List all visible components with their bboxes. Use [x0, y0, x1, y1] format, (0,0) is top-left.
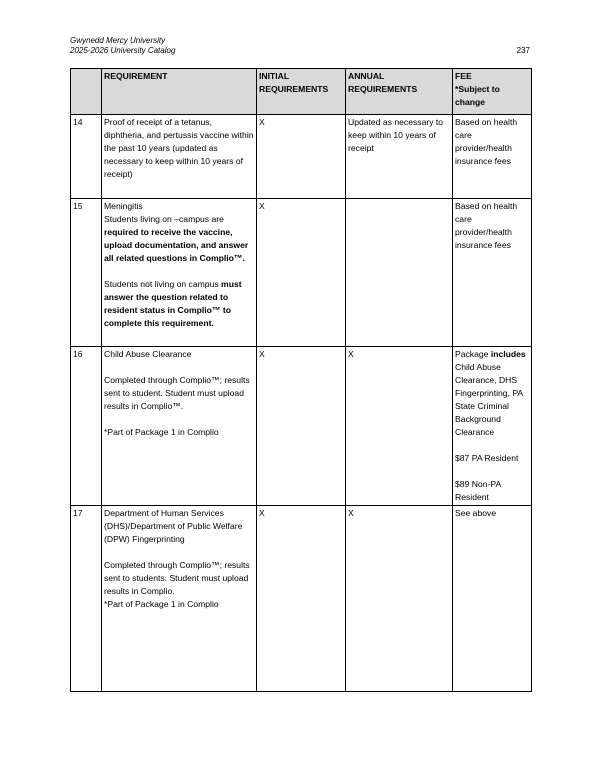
annual-mark: X	[346, 347, 453, 506]
paragraph-gap	[104, 361, 254, 374]
requirement-emphasis: must answer the question related to resident status in Complio™ to complete this requirement.	[104, 279, 242, 328]
fee-emphasis: includes	[490, 349, 526, 359]
page-number: 237	[516, 46, 530, 55]
requirement-title: Department of Human Services (DHS)/Department of Public Welfare (DPW) Fingerprinting	[104, 508, 245, 544]
requirements-table	[70, 68, 532, 692]
paragraph-gap	[455, 439, 529, 452]
row-number: 14	[71, 115, 102, 199]
fee-header-title: FEE	[455, 71, 472, 81]
paragraph-gap	[104, 546, 254, 559]
requirement-title: Meningitis	[104, 201, 143, 211]
fee-text: Based on health care provider/health insurance fees	[453, 115, 532, 199]
paragraph-gap	[455, 465, 529, 478]
requirement-text: Proof of receipt of a tetanus, diphtheria, and pertussis vaccine within the past 10 years (updated as necessary to keep within 10 years of receipt)	[102, 115, 257, 199]
requirement-title: Child Abuse Clearance	[104, 349, 192, 359]
annual-mark: X	[346, 506, 453, 692]
initial-mark: X	[257, 115, 346, 199]
fee-cell	[453, 347, 532, 506]
fee-text: Based on health care provider/health insurance fees	[453, 199, 532, 347]
col-header-number	[71, 69, 102, 115]
requirement-emphasis: required to receive the vaccine, upload documentation, and answer all related questions in Complio™.	[104, 227, 249, 263]
col-header-annual: ANNUAL REQUIREMENTS	[346, 69, 453, 115]
paragraph-gap	[104, 413, 254, 426]
requirement-note: *Part of Package 1 in Complio	[104, 599, 219, 609]
requirement-text: Students living on –campus are	[104, 214, 224, 224]
requirement-cell	[102, 506, 257, 692]
table-header-row	[71, 69, 532, 115]
row-number: 16	[71, 347, 102, 506]
annual-text	[346, 199, 453, 347]
running-header	[70, 36, 175, 56]
row-number: 17	[71, 506, 102, 692]
col-header-requirement: REQUIREMENT	[102, 69, 257, 115]
col-header-fee	[453, 69, 532, 115]
table-row	[71, 347, 532, 506]
fee-price-non-pa: $89 Non-PA Resident	[455, 479, 504, 502]
fee-price-pa: $87 PA Resident	[455, 453, 519, 463]
fee-text: See above	[453, 506, 532, 692]
row-number: 15	[71, 199, 102, 347]
table-row	[71, 199, 532, 347]
requirement-note: *Part of Package 1 in Complio	[104, 427, 219, 437]
requirement-cell	[102, 199, 257, 347]
table-row	[71, 506, 532, 692]
fee-text: Package	[455, 349, 491, 359]
requirement-cell	[102, 347, 257, 506]
institution-name: Gwynedd Mercy University	[70, 36, 166, 45]
initial-mark: X	[257, 347, 346, 506]
initial-mark: X	[257, 506, 346, 692]
catalog-title: 2025-2026 University Catalog	[70, 46, 176, 55]
requirement-text: Completed through Complio™; results sent to students. Student must upload results in Complio.	[104, 560, 253, 596]
initial-mark: X	[257, 199, 346, 347]
paragraph-gap	[104, 265, 254, 278]
col-header-initial: INITIAL REQUIREMENTS	[257, 69, 346, 115]
fee-header-note: *Subject to change	[455, 84, 503, 107]
requirement-text: Students not living on campus	[104, 279, 222, 289]
table-row	[71, 115, 532, 199]
annual-text: Updated as necessary to keep within 10 years of receipt	[346, 115, 453, 199]
requirement-text: Completed through Complio™; results sent to student. Student must upload results in Complio™.	[104, 375, 253, 411]
fee-text: Child Abuse Clearance, DHS Fingerprinting, PA State Criminal Background Clearance	[455, 362, 523, 437]
